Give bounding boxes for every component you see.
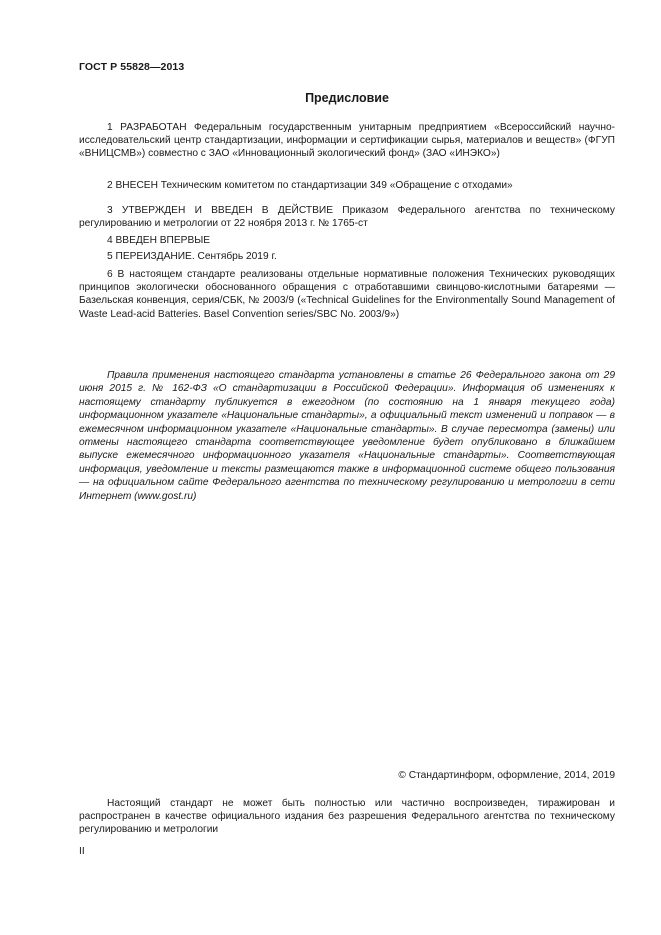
page-number: II xyxy=(79,846,85,857)
foreword-item-3: 3 УТВЕРЖДЕН И ВВЕДЕН В ДЕЙСТВИЕ Приказом Федерального агентства по техническому регулированию и метрологии от 22 ноября 2013 г. № 1765-ст xyxy=(79,205,615,230)
foreword-item-2: 2 ВНЕСЕН Техническим комитетом по стандартизации 349 «Обращение с отходами» xyxy=(107,180,513,191)
application-rules-note: Правила применения настоящего стандарта установлены в статье 26 Федерального закона от 29 июня 2015 г. № 162-ФЗ «О стандартизации в Российской Федерации». Информация об изменениях к настоящему стандарту публикуется в ежегодном (по состоянию на 1 января текущего года) информационном указателе «Национальные стандарты», а официальный текст изменений и поправок — в ежемесячном информационном указателе «Национальные стандарты». В случае пересмотра (замены) или отмены настоящего стандарта соответствующее уведомление будет опубликовано в ближайшем выпуске ежемесячного информационного указателя «Национальные стандарты». Соответствующая информация, уведомление и тексты размещаются также в информационной системе общего пользования — на официальном сайте Федерального агентства по техническому регулированию и метрологии в сети Интернет (www.gost.ru) xyxy=(79,370,615,502)
foreword-item-6: 6 В настоящем стандарте реализованы отдельные нормативные положения Технических руководящих принципов экологически обоснованного обращения с отработавшими свинцово-кислотными батареями — Базельская конвенция, серия/СБК, № 2003/9 («Technical Guidelines for the Environmentally Sound Management of Waste Lead-acid Batteries. Basel Convention series/SBC No. 2003/9») xyxy=(79,269,615,320)
section-title: Предисловие xyxy=(305,91,389,105)
reproduction-notice: Настоящий стандарт не может быть полностью или частично воспроизведен, тиражирован и распространен в качестве официального издания без разрешения Федерального агентства по техническому регулированию и метрологии xyxy=(79,798,615,836)
document-number-header: ГОСТ Р 55828—2013 xyxy=(79,61,185,73)
copyright-line: © Стандартинформ, оформление, 2014, 2019 xyxy=(398,770,615,781)
foreword-item-5: 5 ПЕРЕИЗДАНИЕ. Сентябрь 2019 г. xyxy=(107,251,277,262)
foreword-item-4: 4 ВВЕДЕН ВПЕРВЫЕ xyxy=(107,235,211,246)
foreword-item-1: 1 РАЗРАБОТАН Федеральным государственным унитарным предприятием «Всероссийский научно-исследовательский центр стандартизации, информации и сертификации сырья, материалов и веществ» (ФГУП «ВНИЦСМВ») совместно с ЗАО «Инновационный экологический фонд» (ЗАО «ИНЭКО») xyxy=(79,122,615,160)
